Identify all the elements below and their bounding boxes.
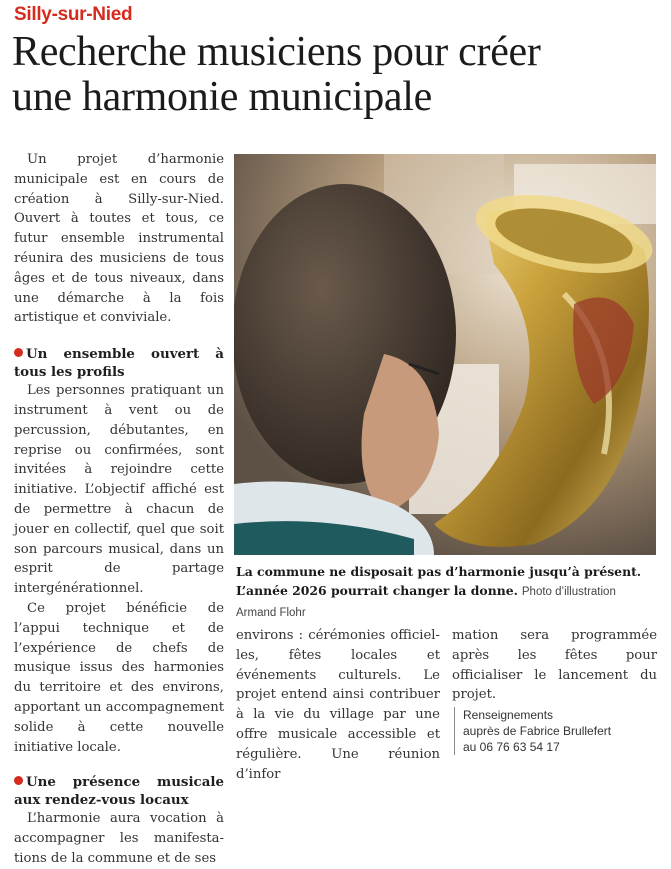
tuba-player-illustration <box>234 154 656 555</box>
article-photo <box>234 154 656 555</box>
headline-line-2: une harmonie municipale <box>12 74 432 120</box>
info-phone: au 06 76 63 54 17 <box>463 740 560 755</box>
paragraph-vocation: L’harmonie aura vocation à accompagner les manifestations de la commune et de ses <box>14 811 224 866</box>
subheading-local-presence <box>14 773 224 809</box>
article-column-3 <box>452 626 657 755</box>
red-bullet-icon <box>14 776 23 785</box>
info-title: Renseignements <box>463 708 554 723</box>
photo-caption <box>236 562 656 623</box>
info-box <box>454 707 657 755</box>
subheading-text: Un ensemble ouvert à tous les profils <box>14 346 224 381</box>
red-bullet-icon <box>14 348 23 357</box>
article-column-1 <box>14 150 224 869</box>
intro-paragraph: Un projet d’harmonie municipale est en cours de création à Silly-sur-Nied. Ouvert à toutes et tous, ce futur ensemble instrumental réunira des musiciens de tous âges et de tous niveaux, dans une démarche à la fois artistique et conviviale. <box>14 152 224 326</box>
info-contact: auprès de Fabrice Brullefert <box>463 724 612 739</box>
paragraph-support: Ce projet bénéficie de l’appui technique et de l’expérience de chefs de musique issus des harmonies du territoire et des environs, apportant un accompagnement solide à cette nouvelle initiative locale. <box>14 600 224 755</box>
article-column-2 <box>236 626 440 784</box>
subheading-open-ensemble <box>14 345 224 381</box>
photo-credit: Photo d’illustration Armand Flohr <box>236 586 616 619</box>
article-headline <box>12 30 662 120</box>
paragraph-musicians: Les personnes pratiquant un instrument à vent ou de percussion, débutantes, en reprise ou confirmées, sont invitées à rejoindre cette initiative. L’objectif affiché est de permettre à chacun de jouer en collectif, quel que soit son parcours musical, dans un esprit de partage intergénérationnel. <box>14 383 224 597</box>
paragraph-events: environs : cérémonies officielles, fêtes locales et événements culturels. Le projet entend ainsi contribuer à la vie du village par une offre musicale accessible et régulière. Une réunion d’infor <box>236 628 440 782</box>
subheading-text: Une présence musicale aux rendez-vous locaux <box>14 774 224 809</box>
section-kicker: Silly-sur-Nied <box>14 4 133 25</box>
headline-line-1: Recherche musiciens pour créer <box>12 29 541 75</box>
caption-text: La commune ne disposait pas d’harmonie jusqu’à présent. L’année 2026 pourrait changer la donne. <box>236 564 642 598</box>
paragraph-meeting: mation sera programmée après les fêtes pour officialiser le lancement du projet. <box>452 628 657 703</box>
